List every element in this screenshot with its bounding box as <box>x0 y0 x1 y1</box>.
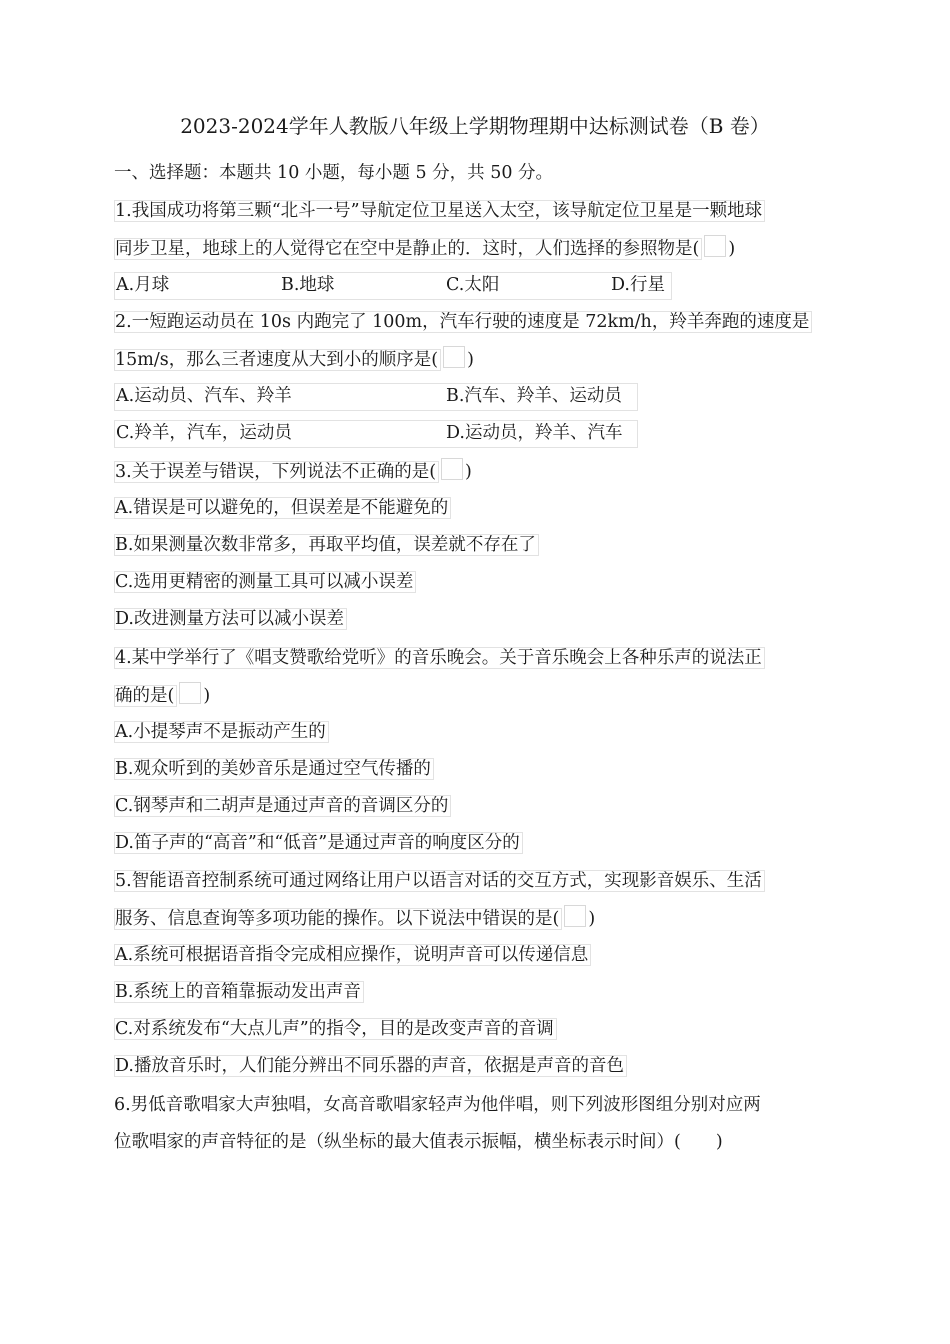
q5-stem-text-1: 5.智能语音控制系统可通过网络让用户以语言对话的交互方式，实现影音娱乐、生活 <box>114 870 765 892</box>
q4-option-c[interactable]: C.钢琴声和二胡声是通过声音的音调区分的 <box>114 795 451 817</box>
q3-option-c-line <box>114 569 416 595</box>
q1-option-a[interactable]: A.月球 <box>116 275 170 295</box>
question-5-stem-line-2 <box>114 905 595 932</box>
q3-stem-text: 3.关于误差与错误，下列说法不正确的是( <box>114 461 439 483</box>
q3-option-a-line <box>114 495 451 521</box>
q2-option-a[interactable]: A.运动员、汽车、羚羊 <box>116 386 292 406</box>
q5-option-d-line <box>114 1053 627 1079</box>
q4-option-a-line <box>114 719 329 745</box>
q4-option-a[interactable]: A.小提琴声不是振动产生的 <box>114 721 329 743</box>
q5-option-c-line <box>114 1016 557 1042</box>
q4-stem-text-2: 确的是( <box>114 685 177 707</box>
q4-option-b-line <box>114 756 434 782</box>
q2-option-c[interactable]: C.羚羊，汽车，运动员 <box>116 423 292 443</box>
q4-option-d-line <box>114 830 523 856</box>
question-3-stem <box>114 458 472 485</box>
q1-answer-blank[interactable] <box>704 235 726 257</box>
section-heading: 一、选择题：本题共 10 小题，每小题 5 分，共 50 分。 <box>114 163 554 183</box>
q5-option-b-line <box>114 979 364 1005</box>
q4-close-paren: ) <box>203 686 211 706</box>
q2-stem-text-2: 15m/s，那么三者速度从大到小的顺序是( <box>114 349 441 371</box>
q4-option-c-line <box>114 793 451 819</box>
q4-option-d[interactable]: D.笛子声的“高音”和“低音”是通过声音的响度区分的 <box>114 832 523 854</box>
q1-close-paren: ) <box>728 239 736 259</box>
q1-stem-text-2: 同步卫星，地球上的人觉得它在空中是静止的．这时，人们选择的参照物是( <box>114 238 702 260</box>
question-6-stem-line-2: 位歌唱家的声音特征的是（纵坐标的最大值表示振幅，横坐标表示时间）( ) <box>114 1132 723 1152</box>
question-1-stem-line-2 <box>114 235 735 262</box>
q5-option-c[interactable]: C.对系统发布“大点儿声”的指令，目的是改变声音的音调 <box>114 1018 557 1040</box>
q1-option-c[interactable]: C.太阳 <box>446 275 500 295</box>
q2-option-b[interactable]: B.汽车、羚羊、运动员 <box>446 386 622 406</box>
q5-option-a[interactable]: A.系统可根据语音指令完成相应操作，说明声音可以传递信息 <box>114 944 591 966</box>
q3-option-d[interactable]: D.改进测量方法可以减小误差 <box>114 608 347 630</box>
q1-options-row <box>114 272 672 300</box>
q3-option-a[interactable]: A.错误是可以避免的，但误差是不能避免的 <box>114 497 451 519</box>
q5-close-paren: ) <box>588 909 596 929</box>
q2-option-d[interactable]: D.运动员，羚羊、汽车 <box>446 423 623 443</box>
question-2-stem-line-1 <box>114 309 812 335</box>
q4-answer-blank[interactable] <box>179 682 201 704</box>
q5-option-a-line <box>114 942 591 968</box>
q4-stem-text-1: 4.某中学举行了《唱支赞歌给党听》的音乐晚会。关于音乐晚会上各种乐声的说法正 <box>114 647 765 669</box>
q1-option-b[interactable]: B.地球 <box>281 275 335 295</box>
question-5-stem-line-1 <box>114 868 765 894</box>
q5-answer-blank[interactable] <box>564 905 586 927</box>
q3-answer-blank[interactable] <box>441 458 463 480</box>
question-4-stem-line-2 <box>114 682 210 709</box>
question-6-stem-line-1: 6.男低音歌唱家大声独唱，女高音歌唱家轻声为他伴唱，则下列波形图组分别对应两 <box>114 1095 761 1115</box>
q2-close-paren: ) <box>467 350 474 370</box>
q3-option-b[interactable]: B.如果测量次数非常多，再取平均值，误差就不存在了 <box>114 534 539 556</box>
q3-option-d-line <box>114 606 347 632</box>
q3-close-paren: ) <box>465 462 472 482</box>
q4-option-b[interactable]: B.观众听到的美妙音乐是通过空气传播的 <box>114 758 434 780</box>
q3-option-c[interactable]: C.选用更精密的测量工具可以减小误差 <box>114 571 416 593</box>
question-4-stem-line-1 <box>114 645 765 671</box>
q5-option-d[interactable]: D.播放音乐时，人们能分辨出不同乐器的声音，依据是声音的音色 <box>114 1055 627 1077</box>
q1-option-d[interactable]: D.行星 <box>611 275 665 295</box>
q2-answer-blank[interactable] <box>443 346 465 368</box>
q5-stem-text-2: 服务、信息查询等多项功能的操作。以下说法中错误的是( <box>114 908 562 930</box>
q1-stem-text-1: 1.我国成功将第三颗“北斗一号”导航定位卫星送入太空，该导航定位卫星是一颗地球 <box>114 200 765 222</box>
q3-option-b-line <box>114 532 539 558</box>
q2-stem-text-1: 2.一短跑运动员在 10s 内跑完了 100m，汽车行驶的速度是 72km/h，羚羊奔跑的速度是 <box>114 311 812 333</box>
exam-title: 2023-2024学年人教版八年级上学期物理期中达标测试卷（B 卷） <box>180 114 770 138</box>
question-2-stem-line-2 <box>114 346 474 373</box>
q5-option-b[interactable]: B.系统上的音箱靠振动发出声音 <box>114 981 364 1003</box>
question-1-stem-line-1 <box>114 198 765 224</box>
